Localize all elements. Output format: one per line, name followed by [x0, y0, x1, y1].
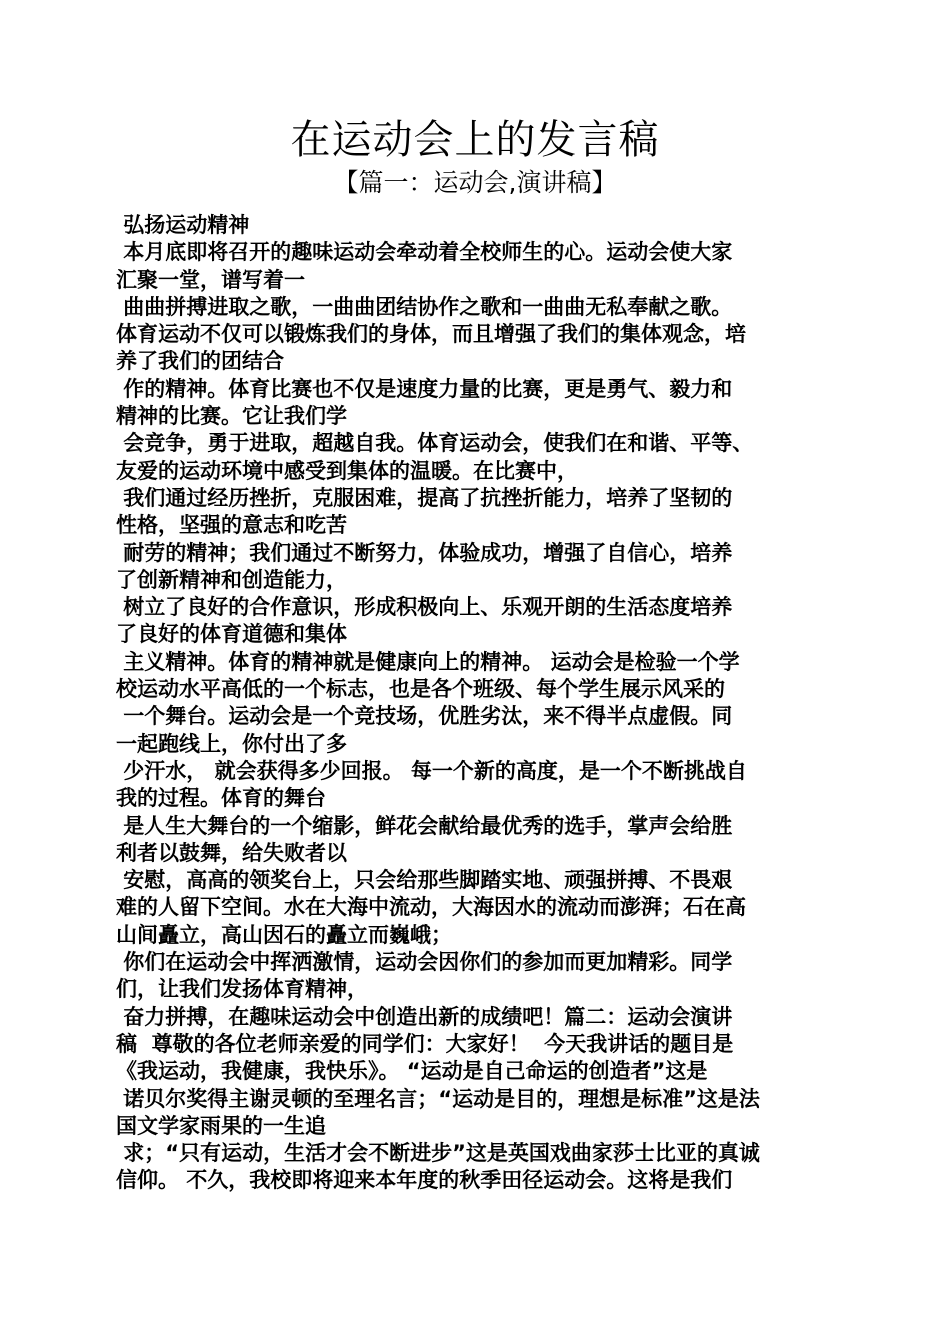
document-title: 在运动会上的发言稿 — [290, 117, 660, 163]
body-text-line: 作的精神。体育比赛也不仅是速度力量的比赛，更是勇气、毅力和 — [116, 376, 733, 401]
body-text-line: 校运动水平高低的一个标志，也是各个班级、每个学生展示风采的 — [116, 677, 725, 702]
document-body — [116, 212, 836, 1195]
body-text-line: 国文学家雨果的一生追 — [116, 1113, 326, 1138]
body-text-line: 养了我们的团结合 — [116, 349, 284, 374]
body-text-line: 难的人留下空间。水在大海中流动，大海因水的流动而澎湃；石在高 — [116, 895, 746, 920]
body-text-line: 弘扬运动精神 — [116, 213, 250, 237]
body-text-line: 耐劳的精神；我们通过不断努力，体验成功，增强了自信心，培养 — [116, 540, 733, 565]
body-text-line: 友爱的运动环境中感受到集体的温暖。在比赛中， — [116, 458, 578, 483]
body-text-line: 会竞争，勇于进取，超越自我。体育运动会，使我们在和谐、平等、 — [116, 431, 754, 456]
body-text-line: 奋力拼搏，在趣味运动会中创造出新的成绩吧！篇二：运动会演讲 — [116, 1004, 733, 1029]
body-text-line: 本月底即将召开的趣味运动会牵动着全校师生的心。运动会使大家 — [116, 240, 733, 265]
body-text-line: 曲曲拼搏进取之歌，一曲曲团结协作之歌和一曲曲无私奉献之歌。 — [116, 294, 733, 319]
body-text-line: 体育运动不仅可以锻炼我们的身体，而且增强了我们的集体观念，培 — [116, 322, 746, 347]
body-text-line: 少汗水， 就会获得多少回报。 每一个新的高度，是一个不断挑战自 — [116, 758, 747, 783]
body-text-line: 了创新精神和创造能力， — [116, 567, 347, 592]
body-text-line: 了良好的体育道德和集体 — [116, 622, 347, 647]
body-text-line: 汇聚一堂，谱写着一 — [116, 267, 305, 292]
body-text-line: 你们在运动会中挥洒激情，运动会因你们的参加而更加精彩。同学 — [116, 950, 733, 975]
body-text-line: 精神的比赛。它让我们学 — [116, 404, 347, 429]
body-text-line: 信仰。 不久，我校即将迎来本年度的秋季田径运动会。这将是我们 — [116, 1168, 733, 1193]
body-text-line: 树立了良好的合作意识，形成积极向上、乐观开朗的生活态度培养 — [116, 595, 733, 620]
document-subtitle: 【篇一：运动会,演讲稿】 — [333, 168, 617, 197]
body-text-line: 求；“只有运动，生活才会不断进步”这是英国戏曲家莎士比亚的真诚 — [116, 1141, 760, 1166]
body-text-line: 稿 尊敬的各位老师亲爱的同学们：大家好！ 今天我讲话的题目是 — [116, 1031, 734, 1056]
body-text-line: 安慰，高高的领奖台上，只会给那些脚踏实地、顽强拼搏、不畏艰 — [116, 868, 733, 893]
body-text-line: 我们通过经历挫折，克服困难，提高了抗挫折能力，培养了坚韧的 — [116, 485, 733, 510]
body-text-line: 性格，坚强的意志和吃苦 — [116, 513, 347, 538]
body-text-line: 一个舞台。运动会是一个竞技场，优胜劣汰，来不得半点虚假。同 — [116, 704, 733, 729]
body-text-line: 《我运动，我健康，我快乐》。 “运动是自己命运的创造者”这是 — [116, 1059, 708, 1084]
body-text-line: 山间矗立，高山因石的矗立而巍峨； — [116, 922, 452, 947]
body-text-line: 是人生大舞台的一个缩影，鲜花会献给最优秀的选手，掌声会给胜 — [116, 813, 733, 838]
body-text-line: 主义精神。体育的精神就是健康向上的精神。 运动会是检验一个学 — [116, 649, 740, 674]
body-text-line: 我的过程。体育的舞台 — [116, 786, 326, 811]
body-text-line: 诺贝尔奖得主谢灵顿的至理名言；“运动是目的，理想是标准”这是法 — [116, 1086, 760, 1111]
body-text-line: 们，让我们发扬体育精神， — [116, 977, 368, 1002]
body-text-line: 利者以鼓舞，给失败者以 — [116, 840, 347, 865]
body-text-line: 一起跑线上，你付出了多 — [116, 731, 347, 756]
